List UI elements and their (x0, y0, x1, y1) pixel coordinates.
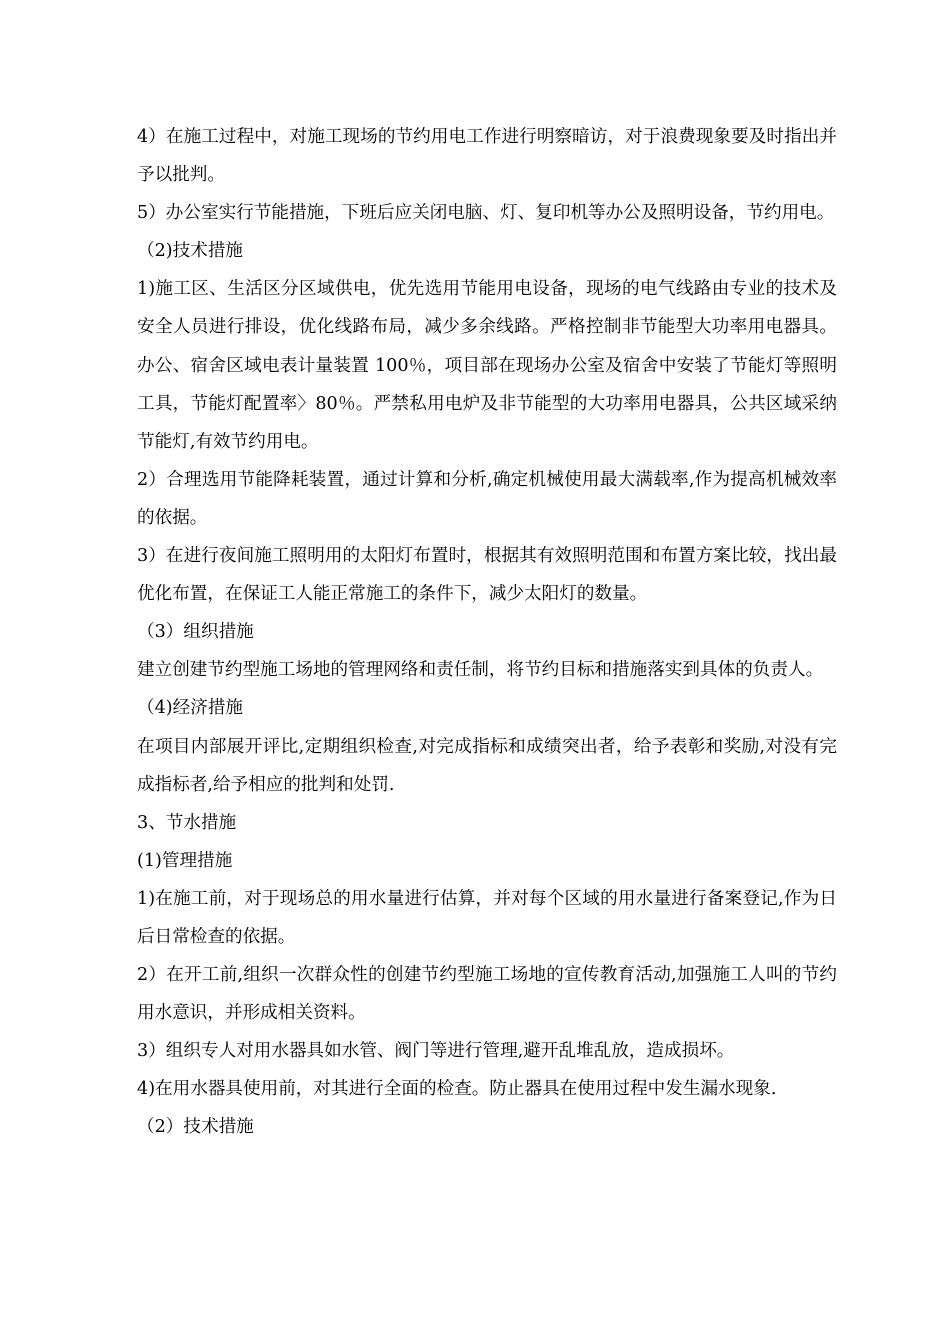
paragraph-item-4: 4）在施工过程中，对施工现场的节约用电工作进行明察暗访，对于浪费现象要及时指出并予以批判。 (137, 127, 837, 186)
paragraph-water-1: 1)在施工前，对于现场总的用水量进行估算，并对每个区域的用水量进行备案登记,作为日后日常检查的依据。 (137, 888, 837, 947)
paragraph-water-2: 2）在开工前,组织一次群众性的创建节约型施工场地的宣传教育活动,加强施工人叫的节约用水意识，并形成相关资料。 (137, 965, 837, 1024)
section-heading-water-technical: （2）技术措施 (137, 1117, 254, 1138)
paragraph-water-4: 4)在用水器具使用前，对其进行全面的检查。防止器具在使用过程中发生漏水现象. (137, 1079, 777, 1100)
paragraph-tech-1: 1)施工区、生活区分区域供电，优先选用节能用电设备，现场的电气线路由专业的技术及安全人员进行排设，优化线路布局，减少多余线路。严格控制非节能型大功率用电器具。办公、宿舍区域电表计量装置 100％，项目部在现场办公室及宿舍中安装了节能灯等照明工具，节能灯配置率〉80％。严禁私用电炉及非节能型的大功率用电器具，公共区域采纳节能灯,有效节约用电。 (137, 279, 837, 452)
section-heading-economic: （4)经济措施 (137, 698, 244, 719)
paragraph-economic: 在项目内部展开评比,定期组织检查,对完成指标和成绩突出者，给予表彰和奖励,对没有完成指标者,给予相应的批判和处罚. (137, 736, 837, 795)
paragraph-organization: 建立创建节约型施工场地的管理网络和责任制，将节约目标和措施落实到具体的负责人。 (137, 660, 824, 681)
paragraph-water-3: 3）组织专人对用水器具如水管、阀门等进行管理,避开乱堆乱放，造成损坏。 (137, 1041, 735, 1062)
document-page (137, 118, 837, 1147)
paragraph-tech-2: 2）合理选用节能降耗装置，通过计算和分析,确定机械使用最大满载率,作为提高机械效率的依据。 (137, 469, 837, 528)
section-heading-organization: （3）组织措施 (137, 622, 254, 643)
section-heading-management: (1)管理措施 (137, 850, 233, 871)
paragraph-tech-3: 3）在进行夜间施工照明用的太阳灯布置时，根据其有效照明范围和布置方案比较，找出最优化布置，在保证工人能正常施工的条件下，减少太阳灯的数量。 (137, 546, 837, 605)
paragraph-item-5: 5）办公室实行节能措施，下班后应关闭电脑、灯、复印机等办公及照明设备，节约用电。 (137, 203, 835, 224)
section-heading-technical: （2)技术措施 (137, 241, 244, 262)
section-heading-water-saving: 3、节水措施 (137, 812, 237, 833)
